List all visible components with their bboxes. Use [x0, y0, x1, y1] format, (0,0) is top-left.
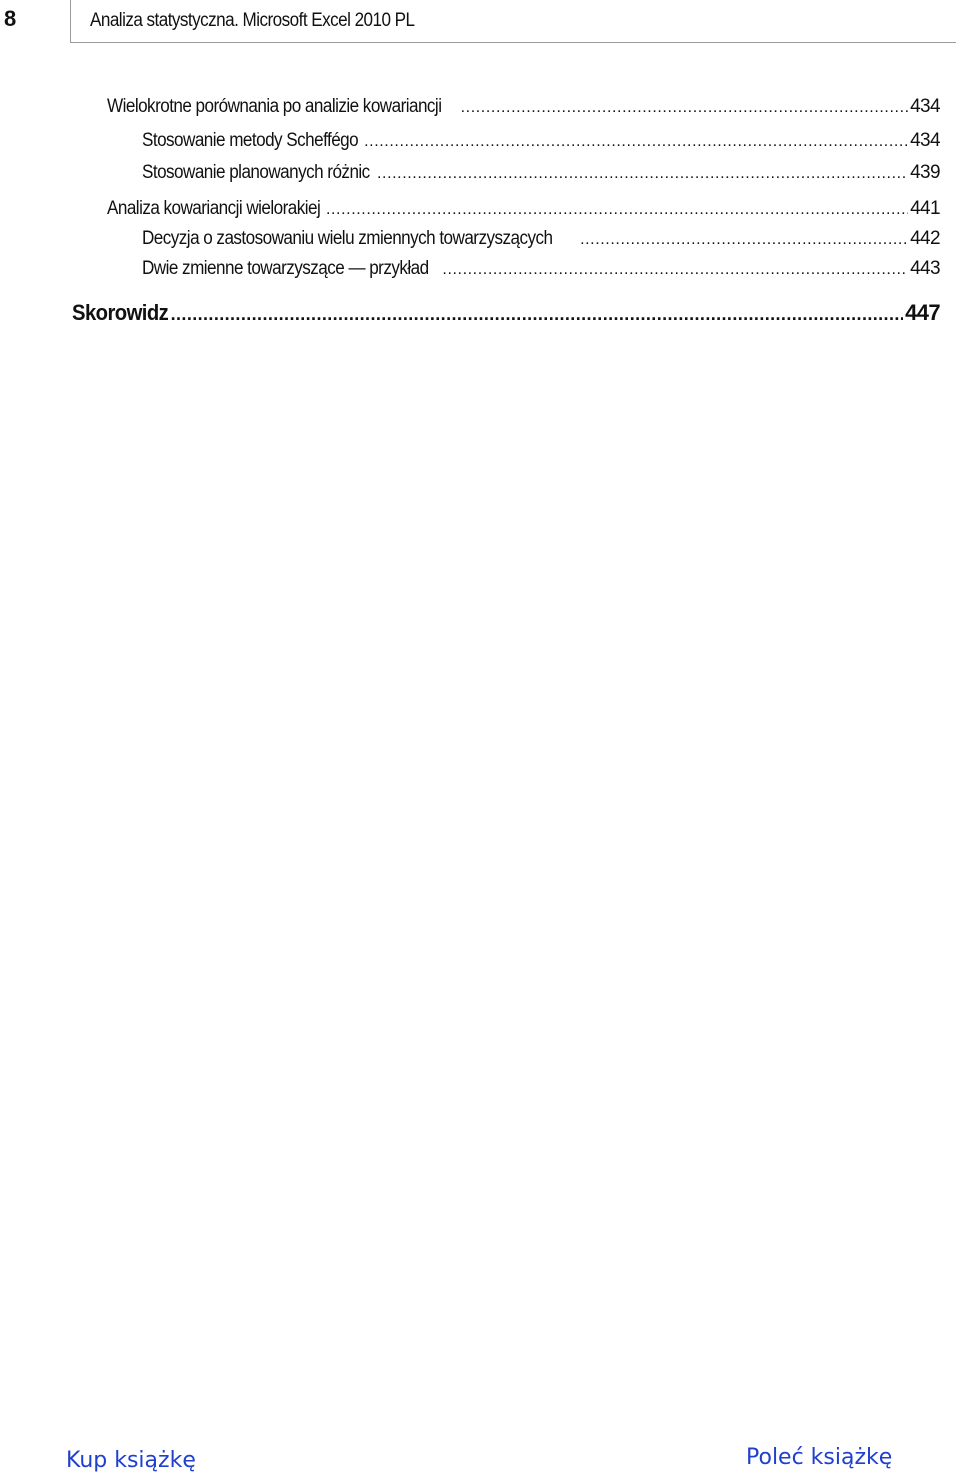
toc-entry[interactable]: [107, 198, 940, 228]
toc-leader-dots: [442, 261, 908, 279]
toc-chapter-entry[interactable]: [72, 300, 940, 326]
toc-entry-page: 443: [910, 258, 940, 279]
toc-entry-title: Stosowanie planowanych różnic: [142, 162, 370, 183]
toc-leader-dots: [364, 133, 908, 151]
toc-entry[interactable]: [107, 96, 940, 126]
toc-entry[interactable]: [142, 228, 940, 258]
toc-entry-title: Wielokrotne porównania po analizie kowariancji: [107, 96, 442, 117]
buy-book-link[interactable]: Kup książkę: [66, 1448, 196, 1473]
toc-entry-title: Analiza kowariancji wielorakiej: [107, 198, 321, 219]
toc-leader-dots: [326, 201, 908, 219]
header-horizontal-rule: [70, 42, 956, 43]
toc-entry[interactable]: [142, 162, 940, 192]
chapter-page: 447: [905, 300, 940, 325]
header-vertical-rule: [70, 0, 71, 42]
toc-leader-dots: [580, 231, 908, 249]
toc-entry[interactable]: [142, 258, 940, 288]
toc-entry[interactable]: [142, 130, 940, 160]
toc-entry-page: 434: [910, 96, 940, 117]
toc-leader-dots: [461, 99, 908, 117]
toc-entry-page: 439: [910, 162, 940, 183]
running-head: Analiza statystyczna. Microsoft Excel 2010 PL: [90, 10, 415, 31]
page-number: 8: [4, 6, 16, 31]
toc-entry-title: Dwie zmienne towarzyszące — przykład: [142, 258, 429, 279]
toc-entry-page: 442: [910, 228, 940, 249]
toc-entry-page: 441: [910, 198, 940, 219]
recommend-book-link[interactable]: Poleć książkę: [746, 1445, 893, 1470]
toc-entry-title: Stosowanie metody Scheffégo: [142, 130, 359, 151]
chapter-leader-dots: [171, 304, 903, 325]
toc-entry-title: Decyzja o zastosowaniu wielu zmiennych towarzyszących: [142, 228, 553, 249]
chapter-title: Skorowidz: [72, 300, 169, 325]
toc-leader-dots: [377, 165, 908, 183]
toc-entry-page: 434: [910, 130, 940, 151]
